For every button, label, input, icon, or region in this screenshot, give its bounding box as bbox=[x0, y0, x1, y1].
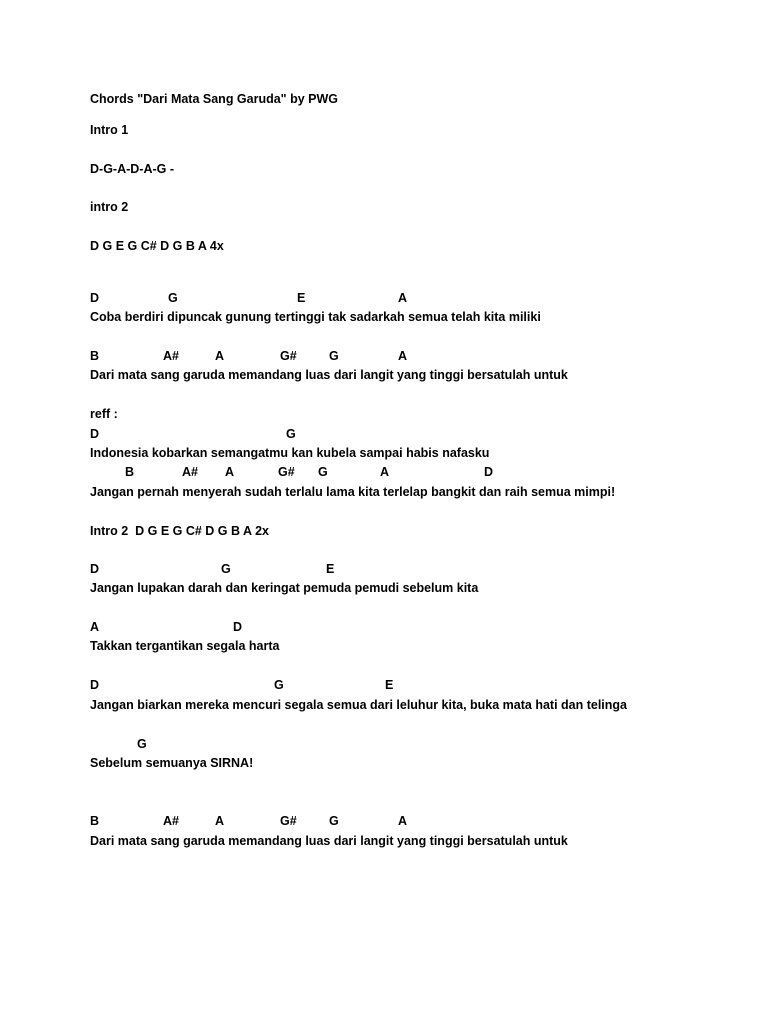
chord: B bbox=[125, 465, 135, 479]
chord: B bbox=[90, 349, 100, 363]
lyric-line: Takkan tergantikan segala harta bbox=[90, 639, 280, 653]
chord: G bbox=[221, 562, 231, 576]
chord: G bbox=[286, 427, 296, 441]
intro1-chords: D-G-A-D-A-G - bbox=[90, 162, 175, 176]
chord: A bbox=[215, 814, 225, 828]
intro2-label: intro 2 bbox=[90, 200, 129, 214]
chord: G bbox=[329, 814, 339, 828]
chord: G bbox=[318, 465, 328, 479]
chord: A bbox=[215, 349, 225, 363]
chord: G# bbox=[280, 349, 297, 363]
chord: G bbox=[274, 678, 284, 692]
chord: D bbox=[484, 465, 494, 479]
reff-label: reff : bbox=[90, 407, 118, 421]
chord: G bbox=[137, 737, 147, 751]
chord: A# bbox=[163, 814, 179, 828]
lyric-line: Jangan lupakan darah dan keringat pemuda pemudi sebelum kita bbox=[90, 581, 479, 595]
chord: G# bbox=[280, 814, 297, 828]
intro1-label: Intro 1 bbox=[90, 123, 129, 137]
chord: D bbox=[233, 620, 243, 634]
lyric-line: Jangan pernah menyerah sudah terlalu lama kita terlelap bangkit dan raih semua mimpi! bbox=[90, 485, 616, 499]
chord: A bbox=[225, 465, 235, 479]
chord: A# bbox=[163, 349, 179, 363]
chord: A bbox=[398, 814, 408, 828]
chord: G bbox=[329, 349, 339, 363]
chord: G bbox=[168, 291, 178, 305]
chord: D bbox=[90, 562, 100, 576]
chord: A bbox=[90, 620, 100, 634]
lyric-line: Dari mata sang garuda memandang luas dari langit yang tinggi bersatulah untuk bbox=[90, 834, 568, 848]
lyric-line: Dari mata sang garuda memandang luas dari langit yang tinggi bersatulah untuk bbox=[90, 368, 568, 382]
song-title: Chords "Dari Mata Sang Garuda" by PWG bbox=[90, 92, 339, 106]
chord: A bbox=[380, 465, 390, 479]
lyric-line: Indonesia kobarkan semangatmu kan kubela sampai habis nafasku bbox=[90, 446, 490, 460]
chord: A# bbox=[182, 465, 198, 479]
chord: D bbox=[90, 678, 100, 692]
lyric-line: Sebelum semuanya SIRNA! bbox=[90, 756, 254, 770]
lyric-line: Jangan biarkan mereka mencuri segala semua dari leluhur kita, buka mata hati dan telinga bbox=[90, 698, 627, 712]
chord: A bbox=[398, 349, 408, 363]
chord: E bbox=[385, 678, 394, 692]
lyric-line: Coba berdiri dipuncak gunung tertinggi tak sadarkah semua telah kita miliki bbox=[90, 310, 541, 324]
chord: A bbox=[398, 291, 408, 305]
chord: G# bbox=[278, 465, 295, 479]
chord: E bbox=[326, 562, 335, 576]
intro2-repeat: Intro 2 D G E G C# D G B A 2x bbox=[90, 524, 269, 538]
intro2-chords: D G E G C# D G B A 4x bbox=[90, 239, 224, 253]
chord: D bbox=[90, 427, 100, 441]
chord: B bbox=[90, 814, 100, 828]
chord: D bbox=[90, 291, 100, 305]
chord: E bbox=[297, 291, 306, 305]
